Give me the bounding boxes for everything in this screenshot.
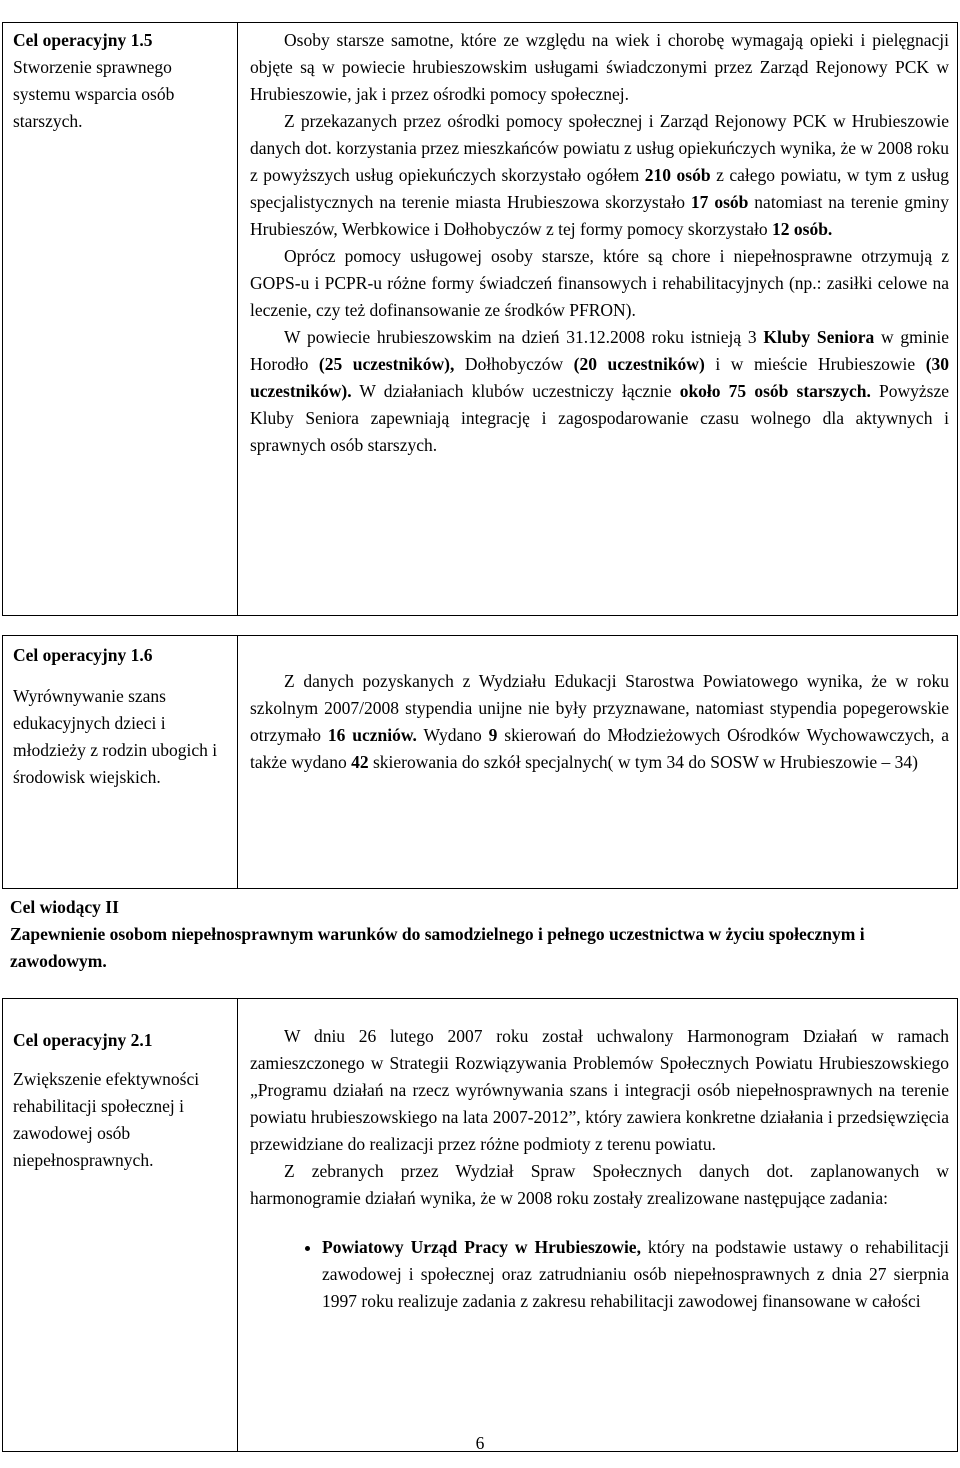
cell-goal-1-5-title bbox=[3, 23, 238, 616]
goal-1-6-title: Cel operacyjny 1.6 bbox=[13, 645, 153, 665]
goal-2-1-paragraph-2: Z zebranych przez Wydział Spraw Społecznych danych dot. zaplanowanych w harmonogramie działań wynika, że w 2008 roku zostały zrealizowane następujące zadania: bbox=[250, 1161, 949, 1208]
goal-1-5-text: Stworzenie sprawnego systemu wsparcia osób starszych. bbox=[13, 57, 175, 131]
goal-1-6-paragraph: Z danych pozyskanych z Wydziału Edukacji Starostwa Powiatowego wynika, że w roku szkolnym 2007/2008 stypendia unijne nie były przyznawane, natomiast stypendia popegerowskie otrzymało 16 uczniów. Wydano 9 skierowań do Młodzieżowych Ośrodków Wychowawczych, a także wydano 42 skierowania do szkół specjalnych( w tym 34 do SOSW w Hrubieszowie – 34) bbox=[250, 671, 950, 772]
goal-1-5-title: Cel operacyjny 1.5 bbox=[13, 30, 153, 50]
cell-goal-1-6-title bbox=[3, 636, 238, 889]
leading-goal-2-text: Zapewnienie osobom niepełnosprawnym warunków do samodzielnego i pełnego uczestnictwa w życiu społecznym i zawodowym. bbox=[10, 924, 865, 971]
goal-1-6-text: Wyrównywanie szans edukacyjnych dzieci i młodzieży z rodzin ubogich i środowisk wiejskich. bbox=[13, 686, 218, 787]
goal-2-1-title: Cel operacyjny 2.1 bbox=[13, 1030, 153, 1050]
cell-goal-2-1-content bbox=[238, 999, 958, 1452]
goal-2-1-text: Zwiększenie efektywności rehabilitacji społecznej i zawodowej osób niepełnosprawnych. bbox=[13, 1069, 200, 1170]
goal-1-5-paragraph-4: W powiecie hrubieszowskim na dzień 31.12.2008 roku istnieją 3 Kluby Seniora w gminie Horodło (25 uczestników), Dołhobyczów (20 uczestników) i w mieście Hrubieszowie (30 uczestników). W działaniach klubów uczestniczy łącznie około 75 osób starszych. Powyższe Kluby Seniora zapewniają integrację i zagospodarowanie czasu wolnego dla aktywnych i sprawnych osób starszych. bbox=[250, 327, 950, 455]
goal-2-1-task-list bbox=[250, 1234, 949, 1315]
cell-goal-1-6-content bbox=[238, 636, 958, 889]
leading-goal-2-title: Cel wiodący II bbox=[10, 897, 119, 917]
table-goal-2-1 bbox=[2, 998, 958, 1452]
goal-1-5-paragraph-3: Oprócz pomocy usługowej osoby starsze, które są chore i niepełnosprawne otrzymują z GOPS-u i PCPR-u różne formy świadczeń finansowych i rehabilitacyjnych (np.: zasiłki celowe na leczenie, czy też dofinansowanie ze środków PFRON). bbox=[250, 246, 949, 320]
goal-1-5-paragraph-2: Z przekazanych przez ośrodki pomocy społecznej i Zarząd Rejonowy PCK w Hrubieszowie danych dot. korzystania przez mieszkańców powiatu z usług opiekuńczych wynika, że w 2008 roku z powyższych usług opiekuńczych skorzystało ogółem 210 osób z całego powiatu, w tym z usług specjalistycznych na terenie miasta Hrubieszowa skorzystało 17 osób natomiast na terenie gminy Hrubieszów, Werbkowice i Dołhobyczów z tej formy pomocy skorzystało 12 osób. bbox=[250, 111, 950, 239]
table-goal-1-6 bbox=[2, 635, 958, 889]
page-number: 6 bbox=[475, 1433, 485, 1453]
goal-2-1-paragraph-1: W dniu 26 lutego 2007 roku został uchwalony Harmonogram Działań w ramach zamieszczonego w Strategii Rozwiązywania Problemów Społecznych Powiatu Hrubieszowskiego „Programu działań na rzecz wyrównywania szans i integracji osób niepełnosprawnych na terenie powiatu hrubieszowskiego na lata 2007-2012”, który zawiera konkretne działania i przedsięwzięcia przewidziane do realizacji przez różne podmioty z terenu powiatu. bbox=[250, 1026, 949, 1154]
goal-1-5-paragraph-1: Osoby starsze samotne, które ze względu na wiek i chorobę wymagają opieki i pielęgnacji objęte są w powiecie hrubieszowskim usługami świadczonymi przez Zarząd Rejonowy PCK w Hrubieszowie, jak i przez ośrodki pomocy społecznej. bbox=[250, 30, 949, 104]
list-item: • Powiatowy Urząd Pracy w Hrubieszowie, który na podstawie ustawy o rehabilitacji zawodowej i społecznej oraz zatrudnianiu osób niepełnosprawnych z dnia 27 sierpnia 1997 roku realizuje zadania z zakresu rehabilitacji zawodowej finansowane w całości bbox=[322, 1234, 949, 1315]
leading-goal-2 bbox=[10, 894, 950, 975]
cell-goal-1-5-content bbox=[238, 23, 958, 616]
table-goal-1-5 bbox=[2, 22, 958, 616]
cell-goal-2-1-title bbox=[3, 999, 238, 1452]
